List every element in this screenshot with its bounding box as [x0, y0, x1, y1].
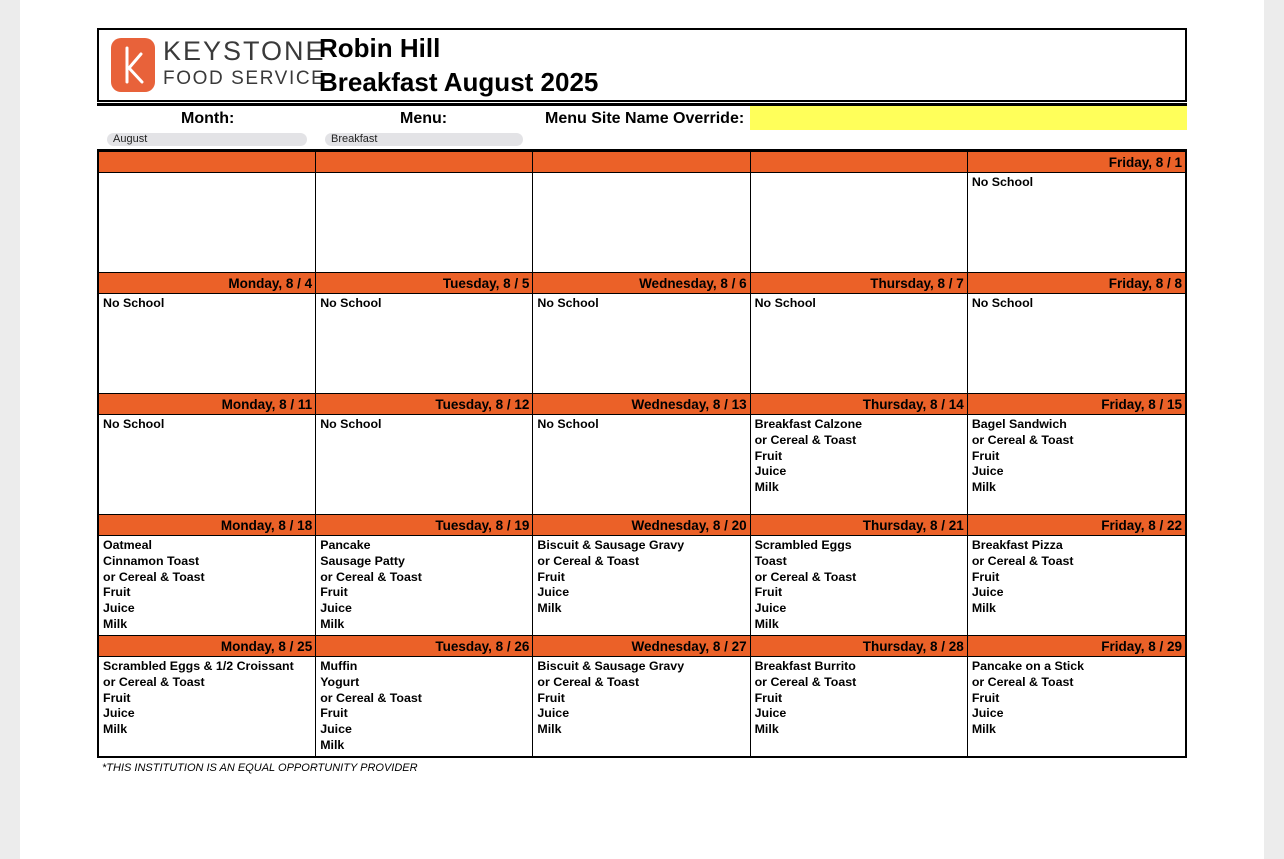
calendar-day	[968, 394, 1185, 515]
calendar-day	[99, 515, 316, 636]
day-header: Friday, 8 / 15	[968, 394, 1185, 415]
override-field[interactable]	[750, 106, 1187, 130]
month-label: Month:	[181, 110, 235, 127]
logo-brand-name: KEYSTONE	[163, 36, 326, 66]
calendar-day	[316, 152, 533, 273]
menu-item: Juice	[537, 585, 570, 600]
day-header: Thursday, 8 / 7	[751, 273, 967, 294]
day-header: Friday, 8 / 29	[968, 636, 1185, 657]
calendar-day	[968, 636, 1185, 758]
day-header: Wednesday, 8 / 27	[533, 636, 749, 657]
day-menu	[751, 657, 967, 756]
menu-item: Juice	[754, 601, 787, 616]
day-header: Monday, 8 / 25	[99, 636, 315, 657]
day-menu	[968, 657, 1185, 756]
menu-item: or Cereal & Toast	[971, 553, 1074, 568]
menu-item: Breakfast Calzone	[754, 417, 863, 431]
menu-item: Juice	[320, 722, 352, 737]
menu-item: Sausage Patty	[320, 553, 405, 568]
menu-item: Juice	[103, 706, 135, 721]
menu-item: Fruit	[103, 585, 131, 600]
calendar-day	[968, 273, 1185, 394]
calendar-day	[533, 636, 750, 758]
calendar-day	[968, 515, 1185, 636]
calendar-day	[99, 394, 316, 515]
calendar-week	[99, 273, 1185, 394]
day-menu	[316, 657, 532, 756]
day-menu	[533, 657, 749, 756]
calendar-day	[751, 515, 968, 636]
menu-item: No School	[537, 296, 599, 310]
day-menu	[99, 536, 315, 635]
day-menu	[751, 294, 967, 393]
calendar-day	[316, 394, 533, 515]
day-header: Wednesday, 8 / 6	[533, 273, 749, 294]
day-menu	[99, 173, 315, 272]
menu-title: Breakfast August 2025	[319, 67, 599, 97]
equal-opportunity-footnote: *THIS INSTITUTION IS AN EQUAL OPPORTUNITY PROVIDER	[102, 762, 418, 774]
menu-field[interactable]: Breakfast	[325, 133, 523, 146]
day-menu	[751, 415, 967, 514]
day-menu	[533, 536, 749, 635]
menu-item: Milk	[320, 737, 345, 752]
keystone-logo-icon	[111, 38, 155, 92]
menu-meta-row	[97, 103, 1187, 148]
calendar-day	[316, 515, 533, 636]
menu-item: Milk	[754, 616, 779, 631]
day-menu	[533, 173, 749, 272]
menu-item: Fruit	[103, 690, 131, 705]
day-menu	[99, 294, 315, 393]
menu-item: or Cereal & Toast	[754, 569, 857, 584]
menu-item: Fruit	[971, 448, 1000, 463]
menu-item: No School	[320, 417, 382, 431]
menu-item: or Cereal & Toast	[754, 674, 857, 689]
menu-item: Fruit	[754, 585, 783, 600]
menu-item: Breakfast Burrito	[754, 659, 856, 673]
day-header	[751, 152, 967, 173]
day-header: Monday, 8 / 11	[99, 394, 315, 415]
menu-item: Fruit	[537, 569, 565, 584]
menu-item: Milk	[754, 722, 779, 737]
menu-item: No School	[320, 296, 382, 310]
menu-item: or Cereal & Toast	[971, 432, 1074, 447]
day-header: Thursday, 8 / 21	[751, 515, 967, 536]
day-menu	[751, 173, 967, 272]
day-menu	[316, 294, 532, 393]
day-menu	[968, 536, 1185, 635]
menu-item: or Cereal & Toast	[537, 553, 640, 568]
day-header: Tuesday, 8 / 26	[316, 636, 532, 657]
menu-item: Juice	[320, 601, 352, 616]
menu-item: or Cereal & Toast	[320, 690, 422, 705]
calendar-week	[99, 394, 1185, 515]
menu-item: Bagel Sandwich	[971, 417, 1067, 431]
day-menu	[533, 415, 749, 514]
calendar-day	[99, 636, 316, 758]
day-menu	[968, 294, 1185, 393]
menu-item: Yogurt	[320, 674, 360, 689]
menu-item: Juice	[971, 706, 1004, 721]
menu-item: Pancake	[320, 538, 371, 552]
menu-calendar	[97, 149, 1187, 758]
document-page	[20, 0, 1264, 859]
calendar-week	[99, 515, 1185, 636]
menu-item: Milk	[103, 616, 128, 631]
day-menu	[99, 657, 315, 756]
calendar-day	[99, 273, 316, 394]
menu-item: Juice	[754, 706, 787, 721]
calendar-day	[751, 394, 968, 515]
calendar-day	[316, 273, 533, 394]
day-menu	[99, 415, 315, 514]
day-header: Friday, 8 / 1	[968, 152, 1185, 173]
day-header: Friday, 8 / 8	[968, 273, 1185, 294]
day-header: Tuesday, 8 / 19	[316, 515, 532, 536]
menu-header	[97, 28, 1187, 102]
menu-item: Biscuit & Sausage Gravy	[537, 538, 685, 552]
menu-item: Fruit	[320, 585, 348, 600]
day-header: Thursday, 8 / 28	[751, 636, 967, 657]
calendar-day	[533, 394, 750, 515]
menu-item: Juice	[754, 464, 787, 479]
day-header: Wednesday, 8 / 20	[533, 515, 749, 536]
calendar-day	[533, 273, 750, 394]
menu-item: Fruit	[754, 448, 783, 463]
menu-item: Juice	[537, 706, 570, 721]
day-header: Monday, 8 / 4	[99, 273, 315, 294]
menu-item: Juice	[103, 601, 135, 616]
menu-item: Milk	[537, 722, 562, 737]
menu-item: Milk	[537, 601, 562, 616]
calendar-week	[99, 636, 1185, 758]
override-label: Menu Site Name Override:	[545, 110, 745, 127]
day-header	[99, 152, 315, 173]
menu-item: Milk	[971, 601, 996, 616]
month-field[interactable]: August	[107, 133, 307, 146]
menu-item: No School	[971, 175, 1034, 189]
menu-item: or Cereal & Toast	[103, 569, 205, 584]
day-header: Tuesday, 8 / 5	[316, 273, 532, 294]
calendar-week	[99, 152, 1185, 273]
calendar-day	[99, 152, 316, 273]
calendar-day	[533, 515, 750, 636]
day-menu	[316, 173, 532, 272]
site-name: Robin Hill	[319, 33, 441, 63]
calendar-day	[751, 636, 968, 758]
calendar-day	[316, 636, 533, 758]
day-header	[533, 152, 749, 173]
menu-item: Fruit	[537, 690, 565, 705]
menu-item: Milk	[971, 722, 996, 737]
menu-item: or Cereal & Toast	[103, 674, 205, 689]
menu-item: Muffin	[320, 659, 358, 673]
menu-item: Milk	[103, 722, 128, 737]
menu-item: or Cereal & Toast	[971, 674, 1074, 689]
menu-item: Toast	[754, 553, 787, 568]
day-header	[316, 152, 532, 173]
calendar-day	[968, 152, 1185, 273]
menu-item: Milk	[320, 616, 345, 631]
day-menu	[533, 294, 749, 393]
menu-item: No School	[971, 296, 1034, 310]
menu-item: Scrambled Eggs & 1/2 Croissant	[103, 659, 294, 673]
day-menu	[316, 415, 532, 514]
menu-item: Fruit	[971, 569, 1000, 584]
menu-item: Pancake on a Stick	[971, 659, 1085, 673]
menu-item: Scrambled Eggs	[754, 538, 852, 552]
menu-item: or Cereal & Toast	[537, 674, 640, 689]
calendar-day	[751, 152, 968, 273]
menu-item: or Cereal & Toast	[754, 432, 857, 447]
menu-item: Juice	[971, 585, 1004, 600]
day-menu	[968, 173, 1185, 272]
menu-item: Milk	[971, 480, 996, 495]
menu-item: Milk	[754, 480, 779, 495]
menu-item: No School	[754, 296, 816, 310]
menu-item: Cinnamon Toast	[103, 553, 200, 568]
day-menu	[316, 536, 532, 635]
menu-label: Menu:	[400, 110, 448, 127]
day-menu	[751, 536, 967, 635]
menu-item: Oatmeal	[103, 538, 152, 552]
logo-brand-subtitle: FOOD SERVICE	[163, 68, 326, 89]
menu-item: Biscuit & Sausage Gravy	[537, 659, 685, 673]
day-header: Friday, 8 / 22	[968, 515, 1185, 536]
day-header: Tuesday, 8 / 12	[316, 394, 532, 415]
menu-item: No School	[537, 417, 599, 431]
menu-item: No School	[103, 296, 165, 310]
day-header: Wednesday, 8 / 13	[533, 394, 749, 415]
menu-item: Breakfast Pizza	[971, 538, 1063, 552]
calendar-day	[751, 273, 968, 394]
menu-item: Fruit	[320, 706, 348, 721]
day-header: Thursday, 8 / 14	[751, 394, 967, 415]
day-menu	[968, 415, 1185, 514]
day-header: Monday, 8 / 18	[99, 515, 315, 536]
menu-item: No School	[103, 417, 165, 431]
calendar-day	[533, 152, 750, 273]
menu-item: or Cereal & Toast	[320, 569, 422, 584]
menu-item: Juice	[971, 464, 1004, 479]
menu-item: Fruit	[971, 690, 1000, 705]
menu-item: Fruit	[754, 690, 783, 705]
